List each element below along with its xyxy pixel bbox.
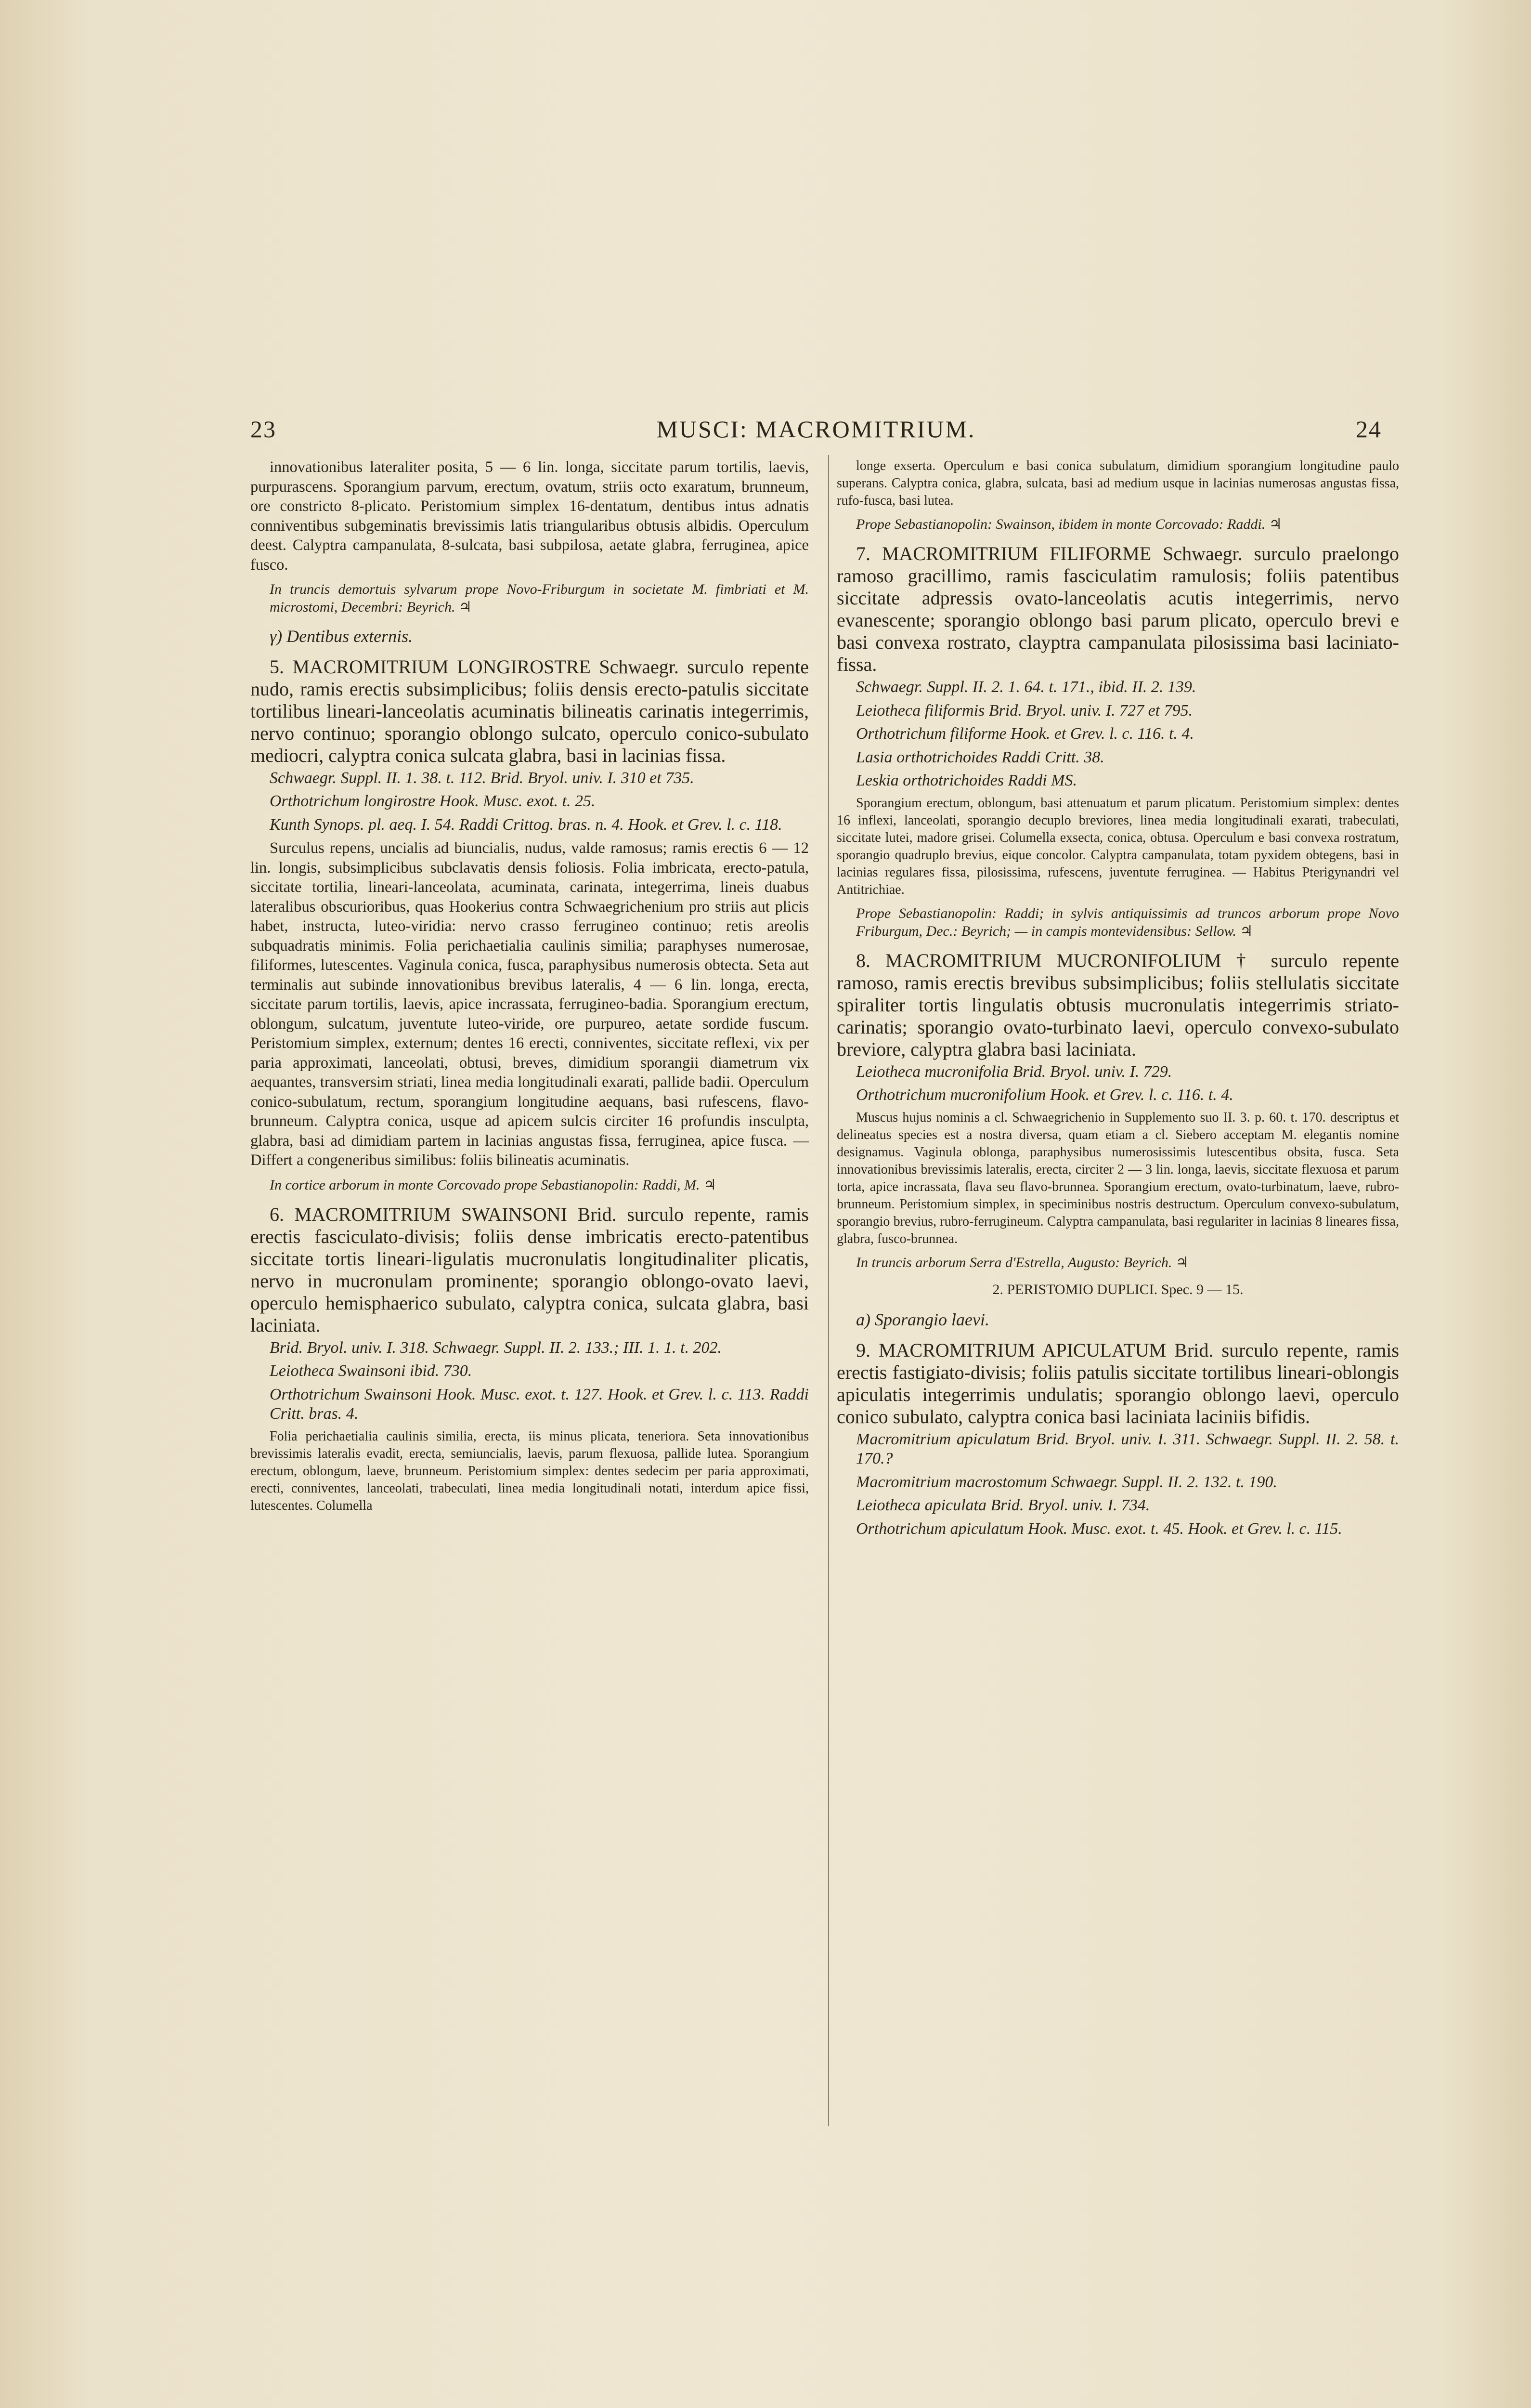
description-small: Muscus hujus nominis a cl. Schwaegrichenio in Supplemento suo II. 3. p. 60. t. 170. descriptus et delineatus species est a nostra diversa, quam etiam a cl. Siebero acceptam M. elegantis nomine designamus. Vaginula oblonga, paraphysibus numerosissimis lutescentibus obsita, fusca. Seta innovationibus brevissimis lateralis, erecta, circiter 2 — 3 lin. longa, laevis, siccitate flexuosa et parum torta, apice incrassata, flava seu flavo-brunnea. Sporangium erectum, ovato-turbinatum, laeve, rubro-brunneum. Peristomium simplex, in speciminibus nostris destructum. Operculum convexo-subulatum, sporangio brevius, rubro-ferrugineum. Calyptra campanulata, basi regulariter in lacinias 8 lineares fissa, glabra, fusco-brunnea. xyxy=(837,1110,1399,1246)
right-column xyxy=(837,458,1399,1543)
species-entry: 6. MACROMITRIUM SWAINSONI Brid. surculo repente, ramis erectis fasciculato-divisis; foliis dense imbricatis erecto-patentibus siccitate tortis lineari-ligulatis mucronulatis longitudinaliter plicatis, nervo in mucronulam prominente; sporangio oblongo-ovato laevi, operculo hemisphaerico subulato, calyptra conica, sulcata glabra, basi laciniata. xyxy=(250,1203,809,1336)
running-title: MUSCI: MACROMITRIUM. xyxy=(656,416,976,443)
citation: Kunth Synops. pl. aeq. I. 54. Raddi Crittog. bras. n. 4. Hook. et Grev. l. c. 118. xyxy=(270,815,782,834)
citation: Brid. Bryol. univ. I. 318. Schwaegr. Suppl. II. 2. 133.; III. 1. 1. t. 202. xyxy=(270,1338,722,1357)
page-number-left: 23 xyxy=(250,416,276,443)
subsection-heading: γ) Dentibus externis. xyxy=(270,627,413,646)
habitat-note: In truncis arborum Serra d'Estrella, Augusto: Beyrich. ♃ xyxy=(856,1254,1189,1270)
species-entry: 9. MACROMITRIUM APICULATUM Brid. surculo repente, ramis erectis fastigiato-divisis; foliis patulis siccitate tortilibus lineari-oblongis apiculatis integerrimis undulatis; sporangio oblongo laevi, operculo conico subulato, calyptra conica basi laciniata laciniis bifidis. xyxy=(837,1339,1399,1427)
citation: Leiotheca filiformis Brid. Bryol. univ. I. 727 et 795. xyxy=(856,701,1193,720)
habitat-note: Prope Sebastianopolin: Swainson, ibidem in monte Corcovado: Raddi. ♃ xyxy=(856,516,1282,532)
citation: Leiotheca mucronifolia Brid. Bryol. univ. I. 729. xyxy=(856,1062,1172,1081)
citation: Orthotrichum Swainsoni Hook. Musc. exot. t. 127. Hook. et Grev. l. c. 113. Raddi Critt. bras. 4. xyxy=(270,1385,809,1423)
citation: Macromitrium macrostomum Schwaegr. Suppl. II. 2. 132. t. 190. xyxy=(856,1473,1277,1491)
citation: Schwaegr. Suppl. II. 2. 1. 64. t. 171., ibid. II. 2. 139. xyxy=(856,678,1196,696)
citation: Leiotheca Swainsoni ibid. 730. xyxy=(270,1362,472,1380)
subsection-heading: a) Sporangio laevi. xyxy=(856,1310,989,1329)
left-column xyxy=(250,458,809,1515)
habitat-note: In truncis demortuis sylvarum prope Novo-Friburgum in societate M. fimbriati et M. microstomi, Decembri: Beyrich. ♃ xyxy=(270,581,809,615)
habitat-note: In cortice arborum in monte Corcovado prope Sebastianopolin: Raddi, M. ♃ xyxy=(270,1177,716,1193)
species-entry: 7. MACROMITRIUM FILIFORME Schwaegr. surculo praelongo ramoso gracillimo, ramis fasciculatim ramulosis; foliis patentibus siccitate adpressis ovato-lanceolatis acutis integerrimis, nervo evanescente; sporangio oblongo basi parum plicato, operculo brevi e basi convexa rostrato, clayptra campanulata pilosissima basi laciniato-fissa. xyxy=(837,543,1399,675)
species-entry: 8. MACROMITRIUM MUCRONIFOLIUM † surculo repente ramoso, ramis erectis brevibus subsimplicibus; foliis stellulatis siccitate spiraliter tortis lingulatis obtusis mucronulatis integerrimis striato-carinatis; sporangio ovato-turbinato laevi, operculo convexo-subulato breviore, calyptra glabra basi laciniata. xyxy=(837,949,1399,1060)
description-small: Folia perichaetialia caulinis similia, erecta, iis minus plicata, teneriora. Seta innovationibus brevissimis lateralis evadit, erecta, semiuncialis, laevis, parum flexuosa, pallide lutea. Sporangium erectum, oblongum, laeve, brunneum. Peristomium simplex: dentes sedecim per paria approximati, erecti, conniventes, lanceolati, trabeculati, linea media longitudinali notati, interdum apice fissi, lutescentes. Columella xyxy=(250,1428,809,1513)
description-small: longe exserta. Operculum e basi conica subulatum, dimidium sporangium longitudine paulo superans. Calyptra conica, glabra, sulcata, basi ad medium usque in lacinias numerosas angustas fissa, rufo-fusca, basi lutea. xyxy=(837,458,1399,508)
citation: Orthotrichum longirostre Hook. Musc. exot. t. 25. xyxy=(270,792,596,810)
citation: Orthotrichum filiforme Hook. et Grev. l. c. 116. t. 4. xyxy=(856,725,1194,743)
species-entry: 5. MACROMITRIUM LONGIROSTRE Schwaegr. surculo repente nudo, ramis erectis subsimplicibus; foliis densis erecto-patulis siccitate tortilibus lineari-lanceolatis acuminatis bilineatis carinatis integerrimis, nervo continuo; sporangio oblongo sulcato, operculo conico-subulato mediocri, calyptra conica sulcata glabra, basi in lacinias fissa. xyxy=(250,655,809,766)
citation: Macromitrium apiculatum Brid. Bryol. univ. I. 311. Schwaegr. Suppl. II. 2. 58. t. 170.? xyxy=(856,1430,1399,1467)
citation: Schwaegr. Suppl. II. 1. 38. t. 112. Brid. Bryol. univ. I. 310 et 735. xyxy=(270,769,694,787)
column-divider xyxy=(828,455,829,2126)
page-number-right: 24 xyxy=(1356,416,1382,443)
habitat-note: Prope Sebastianopolin: Raddi; in sylvis antiquissimis ad truncos arborum prope Novo Friburgum, Dec.: Beyrich; — in campis montevidensibus: Sellow. ♃ xyxy=(856,905,1399,939)
citation: Orthotrichum mucronifolium Hook. et Grev. l. c. 116. t. 4. xyxy=(856,1086,1233,1104)
description-small: Sporangium erectum, oblongum, basi attenuatum et parum plicatum. Peristomium simplex: dentes 16 inflexi, lanceolati, sporangio decuplo breviores, linea media longitudinali exarati, trabeculati, siccitate lutei, madore grisei. Columella exsecta, conica, obtusa. Operculum e basi convexa rostratum, sporangio quadruplo brevius, eique concolor. Calyptra campanulata, totam pyxidem obtegens, basi in lacinias regulares fissa, pilosissima, rufescens, juventute ferruginea. — Habitus Pterigynandri vel Antitrichiae. xyxy=(837,795,1399,897)
paragraph: Surculus repens, uncialis ad biuncialis, nudus, valde ramosus; ramis erectis 6 — 12 lin. longis, subsimplicibus subclavatis densis foliosis. Folia imbricata, erecto-patula, siccitate tortilia, lineari-lanceolata, acuminata, carinata, integerrima, lineis duabus lateralibus obscurioribus, quas Hookerius contra Schwaegrichenium pro striis aut plicis habet, instructa, luteo-viridia: nervo crasso ferrugineo continuo; retis areolis subquadratis minimis. Folia perichaetialia caulinis similia; paraphyses numerosae, filiformes, lutescentes. Vaginula conica, fusca, paraphysibus numerosis obtecta. Seta aut terminalis aut subinde innovationibus brevibus lateralis, 4 — 6 lin. longa, erecta, siccitate parum tortilis, laevis, apice incrassata, ferrugineo-badia. Sporangium erectum, oblongum, sulcatum, juventute luteo-viride, ore purpureo, aetate sordide fuscum. Peristomium simplex, externum; dentes 16 erecti, conniventes, siccitate reflexi, vix per paria approximati, lanceolati, obtusi, breves, dimidium sporangii diametrum vix aequantes, transversim striati, linea media longitudinali exarati, pallide badii. Operculum conico-subulatum, rectum, sporangium longitudine aequans, basi rufescens, flavo-brunneum. Calyptra conica, usque ad apicem sulcis circiter 16 profundis insculpta, glabra, basi ad dimidiam partem in lacinias angustas fissa, ferruginea, apice fusca. — Differt a congeneribus similibus: foliis bilineatis acuminatis. xyxy=(250,839,809,1169)
citation: Leskia orthotrichoides Raddi MS. xyxy=(856,772,1077,789)
section-heading: 2. PERISTOMIO DUPLICI. Spec. 9 — 15. xyxy=(992,1281,1244,1297)
paragraph: innovationibus lateraliter posita, 5 — 6 lin. longa, siccitate parum tortilis, laevis, purpurascens. Sporangium parvum, erectum, ovatum, striis octo exaratum, brunneum, ore constricto 8-plicato. Peristomium simplex 16-dentatum, dentibus intus adnatis conniventibus subgeminatis brevissimis latis triangularibus obtusis albidis. Operculum deest. Calyptra campanulata, 8-sulcata, basi subpilosa, aetate glabra, ferruginea, apice fusco. xyxy=(250,458,809,574)
citation: Orthotrichum apiculatum Hook. Musc. exot. t. 45. Hook. et Grev. l. c. 115. xyxy=(856,1519,1342,1538)
citation: Lasia orthotrichoides Raddi Critt. 38. xyxy=(856,748,1104,766)
running-header xyxy=(250,415,1382,449)
citation: Leiotheca apiculata Brid. Bryol. univ. I. 734. xyxy=(856,1496,1150,1514)
